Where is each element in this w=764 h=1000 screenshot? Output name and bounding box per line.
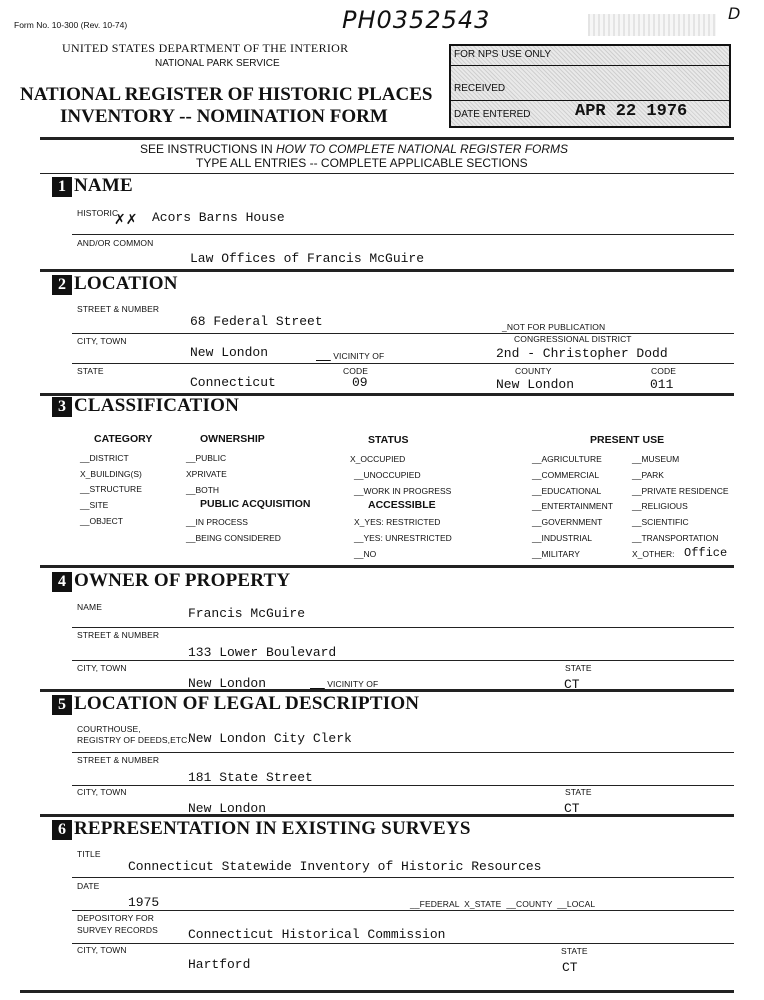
rule-section-3-end [40, 565, 734, 568]
survey-title-label: TITLE [77, 849, 101, 859]
owner-street-label: STREET & NUMBER [77, 630, 160, 640]
congressional-district-label: CONGRESSIONAL DISTRICT [514, 334, 632, 344]
category-structure: __STRUCTURE [80, 484, 142, 494]
present-use-heading: PRESENT USE [590, 434, 665, 446]
rule-survey-title [72, 877, 734, 878]
owner-city-value: New London [188, 676, 267, 691]
location-county-value: New London [496, 377, 575, 392]
section-3-title: CLASSIFICATION [74, 395, 240, 416]
ownership-private: XPRIVATE [186, 469, 227, 479]
accessible-heading: ACCESSIBLE [368, 499, 436, 511]
location-code2-value: 011 [650, 377, 674, 392]
use-commercial: __COMMERCIAL [532, 470, 600, 480]
corner-stamp [588, 14, 716, 36]
use-industrial: __INDUSTRIAL [532, 533, 592, 543]
common-label: AND/OR COMMON [77, 238, 154, 248]
nps-date-entered-value: APR 22 1976 [575, 102, 688, 121]
section-6-number: 6 [52, 820, 72, 840]
owner-city-label: CITY, TOWN [77, 663, 127, 673]
use-entertainment: __ENTERTAINMENT [532, 501, 613, 511]
category-heading: CATEGORY [94, 433, 153, 445]
legal-city-value: New London [188, 801, 267, 816]
rule-after-instructions [40, 173, 734, 174]
rule-owner-street [72, 660, 734, 661]
rule-bottom [20, 990, 734, 993]
nps-received-label: RECEIVED [454, 83, 506, 94]
rule-survey-date [72, 910, 734, 911]
category-district: __DISTRICT [80, 453, 129, 463]
owner-state-value: CT [564, 677, 580, 692]
use-other: X_OTHER: [632, 549, 675, 559]
form-number: Form No. 10-300 (Rev. 10-74) [14, 20, 128, 30]
owner-state-label: STATE [565, 663, 592, 673]
owner-street-value: 133 Lower Boulevard [188, 645, 337, 660]
use-military: __MILITARY [532, 549, 580, 559]
location-vicinity [316, 351, 384, 361]
location-street-value: 68 Federal Street [190, 314, 323, 329]
accessible-restricted: X_YES: RESTRICTED [354, 517, 441, 527]
category-site: __SITE [80, 500, 109, 510]
nps-date-entered-label: DATE ENTERED [454, 109, 531, 120]
survey-date-label: DATE [77, 881, 100, 891]
ownership-public: __PUBLIC [186, 453, 227, 463]
instructions-prefix: SEE INSTRUCTIONS IN [140, 142, 277, 156]
not-for-publication: _NOT FOR PUBLICATION [502, 322, 606, 332]
instructions-line1 [140, 142, 568, 156]
survey-date-value: 1975 [128, 895, 160, 910]
instructions-line2: TYPE ALL ENTRIES -- COMPLETE APPLICABLE SECTIONS [196, 156, 528, 170]
section-2-title: LOCATION [74, 273, 178, 294]
survey-levels: __FEDERAL X_STATE __COUNTY __LOCAL [410, 899, 596, 909]
category-buildings: X_BUILDING(S) [80, 469, 142, 479]
use-other-value: Office [684, 546, 728, 560]
use-government: __GOVERNMENT [532, 517, 603, 527]
legal-state-label: STATE [565, 787, 592, 797]
use-museum: __MUSEUM [632, 454, 680, 464]
location-code-label: CODE [343, 366, 368, 376]
section-1-title: NAME [74, 175, 133, 196]
status-unoccupied: __UNOCCUPIED [354, 470, 421, 480]
section-1-number: 1 [52, 177, 72, 197]
nps-header: FOR NPS USE ONLY [454, 49, 552, 60]
location-city-label: CITY, TOWN [77, 336, 127, 346]
survey-city-value: Hartford [188, 957, 251, 972]
section-3-number: 3 [52, 397, 72, 417]
form-title-line2: INVENTORY -- NOMINATION FORM [60, 106, 388, 127]
nps-rule-2 [451, 100, 729, 101]
nps-use-box [449, 44, 731, 128]
rule-top [40, 137, 734, 140]
section-5-number: 5 [52, 695, 72, 715]
rule-section-1-end [40, 269, 734, 272]
owner-name-value: Francis McGuire [188, 606, 306, 621]
depository-label-line1: DEPOSITORY FOR [77, 913, 154, 923]
legal-street-label: STREET & NUMBER [77, 755, 160, 765]
location-state-value: Connecticut [190, 375, 276, 390]
form-title-line1: NATIONAL REGISTER OF HISTORIC PLACES [20, 84, 433, 105]
historic-label: HISTORIC [77, 208, 119, 218]
rule-historic [72, 234, 734, 235]
rule-section-5-end [40, 814, 734, 817]
courthouse-label-line1: COURTHOUSE, [77, 724, 141, 734]
service-name: NATIONAL PARK SERVICE [155, 58, 280, 69]
use-private-residence: __PRIVATE RESIDENCE [632, 486, 729, 496]
section-4-number: 4 [52, 572, 72, 592]
department-name: UNITED STATES DEPARTMENT OF THE INTERIOR [62, 41, 349, 55]
rule-section-4-end [40, 689, 734, 692]
owner-name-label: NAME [77, 602, 102, 612]
survey-state-value: CT [562, 960, 578, 975]
ownership-heading: OWNERSHIP [200, 433, 265, 445]
location-street-label: STREET & NUMBER [77, 304, 160, 314]
rule-legal-street [72, 785, 734, 786]
use-religious: __RELIGIOUS [632, 501, 688, 511]
instructions-book-title: HOW TO COMPLETE NATIONAL REGISTER FORMS [276, 142, 569, 156]
depository-label-line2: SURVEY RECORDS [77, 925, 158, 935]
survey-state-label: STATE [561, 946, 588, 956]
legal-state-value: CT [564, 801, 580, 816]
rule-depository [72, 943, 734, 944]
congressional-district-value: 2nd - Christopher Dodd [496, 346, 668, 361]
handwritten-id: PH0352543 [342, 6, 491, 34]
use-agriculture: __AGRICULTURE [532, 454, 602, 464]
use-educational: __EDUCATIONAL [532, 486, 602, 496]
owner-vicinity-label: VICINITY OF [327, 679, 379, 689]
historic-value: Acors Barns House [152, 210, 285, 225]
public-acq-in-process: __IN PROCESS [186, 517, 248, 527]
section-5-title: LOCATION OF LEGAL DESCRIPTION [74, 693, 420, 714]
legal-street-value: 181 State Street [188, 770, 313, 785]
location-code2-label: CODE [651, 366, 676, 376]
use-park: __PARK [632, 470, 664, 480]
public-acq-being-considered: __BEING CONSIDERED [186, 533, 281, 543]
nps-rule-1 [451, 65, 729, 66]
use-transportation: __TRANSPORTATION [632, 533, 719, 543]
corner-mark: D [728, 4, 741, 23]
rule-courthouse [72, 752, 734, 753]
section-2-number: 2 [52, 275, 72, 295]
status-occupied: X_OCCUPIED [350, 454, 406, 464]
depository-value: Connecticut Historical Commission [188, 927, 446, 942]
historic-handwritten-marks: ✗✗ [114, 212, 138, 228]
location-code-value: 09 [352, 375, 368, 390]
accessible-unrestricted: __YES: UNRESTRICTED [354, 533, 452, 543]
location-city-value: New London [190, 345, 269, 360]
location-county-label: COUNTY [515, 366, 552, 376]
section-4-title: OWNER OF PROPERTY [74, 570, 291, 591]
owner-vicinity [310, 679, 378, 689]
status-work-in-progress: __WORK IN PROGRESS [354, 486, 452, 496]
survey-title-value: Connecticut Statewide Inventory of Historic Resources [128, 859, 542, 874]
accessible-no: __NO [354, 549, 377, 559]
use-scientific: __SCIENTIFIC [632, 517, 689, 527]
common-value: Law Offices of Francis McGuire [190, 251, 425, 266]
status-heading: STATUS [368, 434, 409, 446]
public-acquisition-heading: PUBLIC ACQUISITION [200, 498, 311, 510]
section-6-title: REPRESENTATION IN EXISTING SURVEYS [74, 818, 471, 839]
rule-location-street [72, 333, 734, 334]
ownership-both: __BOTH [186, 485, 220, 495]
survey-city-label: CITY, TOWN [77, 945, 127, 955]
location-vicinity-label: VICINITY OF [333, 351, 385, 361]
legal-city-label: CITY, TOWN [77, 787, 127, 797]
location-state-label: STATE [77, 366, 104, 376]
category-object: __OBJECT [80, 516, 123, 526]
courthouse-label-line2: REGISTRY OF DEEDS,ETC. [77, 735, 190, 745]
rule-owner-name [72, 627, 734, 628]
rule-location-city [72, 363, 734, 364]
courthouse-value: New London City Clerk [188, 731, 352, 746]
